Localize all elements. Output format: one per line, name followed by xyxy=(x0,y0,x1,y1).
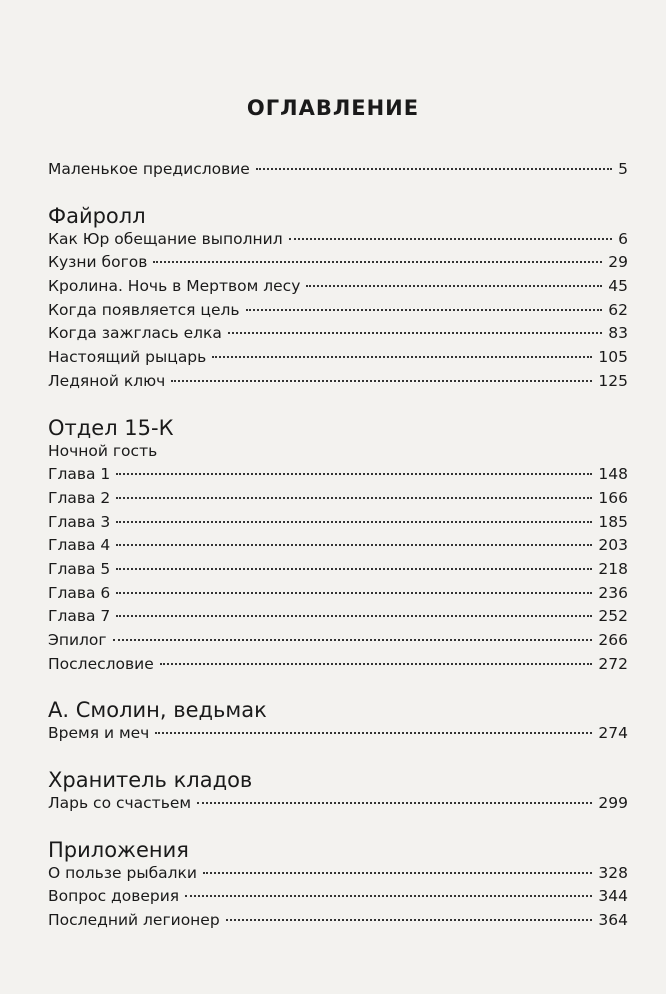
toc-entry xyxy=(48,864,628,888)
dot-leader xyxy=(289,238,612,240)
entry-title: Глава 5 xyxy=(48,559,111,578)
dot-leader xyxy=(185,895,592,897)
dot-leader xyxy=(116,497,592,499)
dot-leader xyxy=(256,168,612,170)
dot-leader xyxy=(113,639,593,641)
entry-page: 125 xyxy=(598,371,628,390)
toc-entry xyxy=(48,348,628,372)
entry-page: 5 xyxy=(618,160,628,178)
entry-title: Глава 2 xyxy=(48,488,111,507)
toc-entry xyxy=(48,724,628,748)
dot-leader xyxy=(306,285,602,287)
toc-entry xyxy=(48,301,628,325)
entry-title: Глава 7 xyxy=(48,607,111,626)
dot-leader xyxy=(116,615,592,617)
toc-entry-preface xyxy=(48,160,628,184)
entry-page: 364 xyxy=(598,911,628,930)
entry-page: 299 xyxy=(598,794,628,813)
section-heading: Хранитель кладов xyxy=(48,768,253,793)
entry-title: Кузни богов xyxy=(48,253,148,272)
entry-title: О пользе рыбалки xyxy=(48,863,197,882)
toc-entry xyxy=(48,887,628,911)
entry-title: Глава 4 xyxy=(48,536,111,555)
section-heading: Приложения xyxy=(48,837,189,862)
toc-entry xyxy=(48,536,628,560)
entry-page: 166 xyxy=(598,488,628,507)
dot-leader xyxy=(116,473,592,475)
section-entries xyxy=(48,230,628,396)
section-heading: Отдел 15-К xyxy=(48,415,174,440)
dot-leader xyxy=(197,802,592,804)
entry-page: 236 xyxy=(598,583,628,602)
dot-leader xyxy=(116,568,592,570)
entry-title: Время и меч xyxy=(48,724,150,743)
toc-entry xyxy=(48,513,628,537)
toc-entry xyxy=(48,655,628,679)
entry-page: 29 xyxy=(608,253,628,272)
entry-title: Маленькое предисловие xyxy=(48,160,250,178)
section-entries xyxy=(48,465,628,678)
toc-entry xyxy=(48,584,628,608)
toc-entry xyxy=(48,230,628,254)
entry-page: 344 xyxy=(598,887,628,906)
entry-title: Глава 1 xyxy=(48,465,111,484)
toc-entry xyxy=(48,253,628,277)
entry-title: Ледяной ключ xyxy=(48,371,166,390)
section-heading: Файролл xyxy=(48,203,146,228)
entry-title: Вопрос доверия xyxy=(48,887,180,906)
entry-title: Глава 6 xyxy=(48,583,111,602)
toc-entry xyxy=(48,324,628,348)
page-title: ОГЛАВЛЕНИЕ xyxy=(246,96,420,120)
entry-title: Как Юр обещание выполнил xyxy=(48,229,283,248)
dot-leader xyxy=(171,380,592,382)
dot-leader xyxy=(203,872,592,874)
entry-title: Ларь со счастьем xyxy=(48,794,192,813)
entry-page: 252 xyxy=(598,607,628,626)
entry-title: Настоящий рыцарь xyxy=(48,348,207,367)
dot-leader xyxy=(116,592,592,594)
dot-leader xyxy=(116,521,592,523)
toc-entry xyxy=(48,489,628,513)
toc-entry xyxy=(48,607,628,631)
section-heading: А. Смолин, ведьмак xyxy=(48,698,267,723)
toc-entry xyxy=(48,631,628,655)
dot-leader xyxy=(228,332,602,334)
dot-leader xyxy=(155,732,592,734)
entry-page: 266 xyxy=(598,631,628,649)
entry-title: Послесловие xyxy=(48,654,154,673)
dot-leader xyxy=(246,309,603,311)
dot-leader xyxy=(116,544,592,546)
entry-page: 272 xyxy=(598,654,628,673)
entry-page: 185 xyxy=(598,512,628,531)
entry-page: 83 xyxy=(608,324,628,343)
entry-page: 6 xyxy=(618,229,628,248)
entry-title: Эпилог xyxy=(48,631,107,649)
entry-page: 218 xyxy=(598,559,628,578)
entry-title: Когда зажглась елка xyxy=(48,324,222,343)
toc-entry xyxy=(48,560,628,584)
entry-title: Когда появляется цель xyxy=(48,300,240,319)
toc-entry xyxy=(48,372,628,396)
dot-leader xyxy=(212,356,592,358)
entry-page: 45 xyxy=(608,277,628,296)
section-subtitle: Ночной гость xyxy=(48,441,158,460)
section-entries xyxy=(48,724,628,748)
entry-page: 328 xyxy=(598,863,628,882)
entry-page: 274 xyxy=(598,724,628,743)
entry-page: 203 xyxy=(598,536,628,555)
dot-leader xyxy=(153,261,602,263)
dot-leader xyxy=(226,919,593,921)
entry-title: Глава 3 xyxy=(48,512,111,531)
toc-entry xyxy=(48,911,628,935)
toc-entry xyxy=(48,794,628,818)
section-entries xyxy=(48,794,628,818)
toc-entry xyxy=(48,465,628,489)
entry-page: 62 xyxy=(608,300,628,319)
entry-title: Кролина. Ночь в Мертвом лесу xyxy=(48,277,301,296)
entry-title: Последний легионер xyxy=(48,911,220,930)
table-of-contents xyxy=(48,160,628,935)
entry-page: 148 xyxy=(598,465,628,484)
dot-leader xyxy=(160,663,593,665)
toc-entry xyxy=(48,277,628,301)
section-entries xyxy=(48,864,628,935)
entry-page: 105 xyxy=(598,348,628,367)
